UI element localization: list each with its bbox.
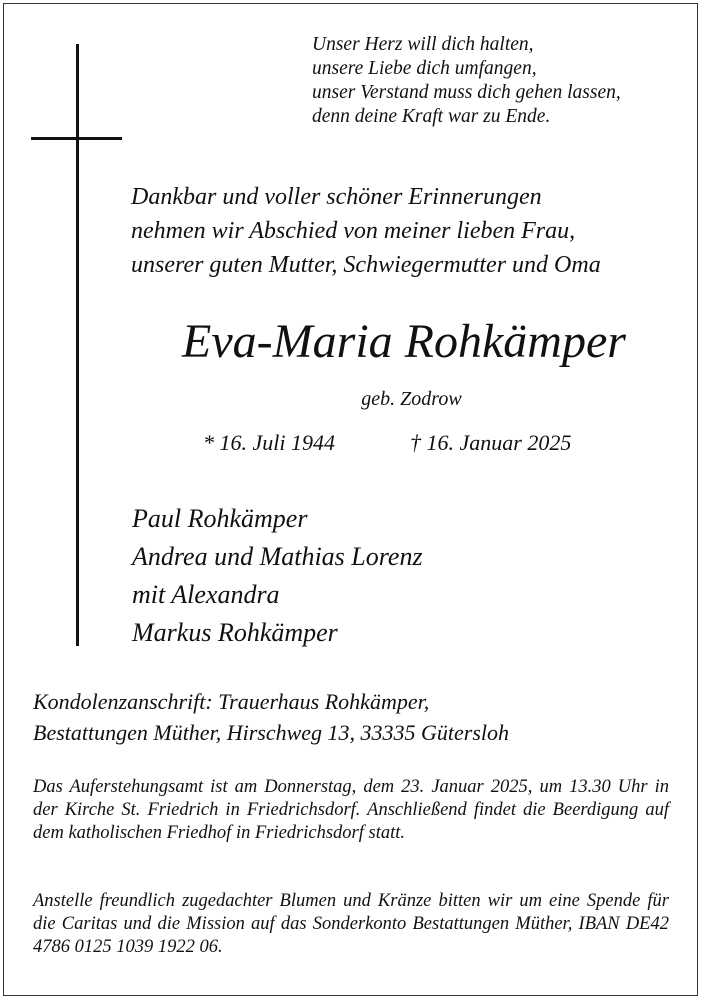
condolence-address: [33, 686, 509, 748]
maiden-name: geb. Zodrow: [361, 388, 462, 410]
motto-verse: [312, 33, 621, 129]
motto-line: Unser Herz will dich halten,: [312, 34, 534, 55]
deceased-name: Eva-Maria Rohkämper: [182, 315, 626, 368]
mourners-list: [132, 500, 423, 652]
birth-date: * 16. Juli 1944: [203, 430, 335, 455]
intro-text: [131, 180, 601, 282]
intro-line: Dankbar und voller schöner Erinnerungen: [131, 184, 542, 210]
intro-line: nehmen wir Abschied von meiner lieben Frau,: [131, 218, 576, 244]
donation-notice: Anstelle freundlich zugedachter Blumen und Kränze bitten wir um eine Spende für die Caritas und die Mission auf das Sonderkonto Bestattungen Müther, IBAN DE42 4786 0125 1039 1922 06.: [33, 891, 669, 957]
address-line: Kondolenzanschrift: Trauerhaus Rohkämper,: [33, 689, 430, 714]
motto-line: unser Verstand muss dich gehen lassen,: [312, 82, 621, 103]
mourner-name: Paul Rohkämper: [132, 504, 308, 533]
mourner-name: mit Alexandra: [132, 580, 280, 609]
address-line: Bestattungen Müther, Hirschweg 13, 33335 Gütersloh: [33, 720, 510, 745]
cross-horizontal-bar: [31, 137, 122, 140]
motto-line: denn deine Kraft war zu Ende.: [312, 106, 551, 127]
intro-line: unserer guten Mutter, Schwiegermutter und Oma: [131, 252, 601, 278]
mourner-name: Andrea und Mathias Lorenz: [132, 542, 423, 571]
mourner-name: Markus Rohkämper: [132, 618, 338, 647]
death-date: † 16. Januar 2025: [410, 430, 572, 455]
service-notice: Das Auferstehungsamt ist am Donnerstag, dem 23. Januar 2025, um 13.30 Uhr in der Kirche St. Friedrich in Friedrichsdorf. Anschließend findet die Beerdigung auf dem katholischen Friedhof in Friedrichsdorf statt.: [33, 777, 669, 843]
motto-line: unsere Liebe dich umfangen,: [312, 58, 537, 79]
